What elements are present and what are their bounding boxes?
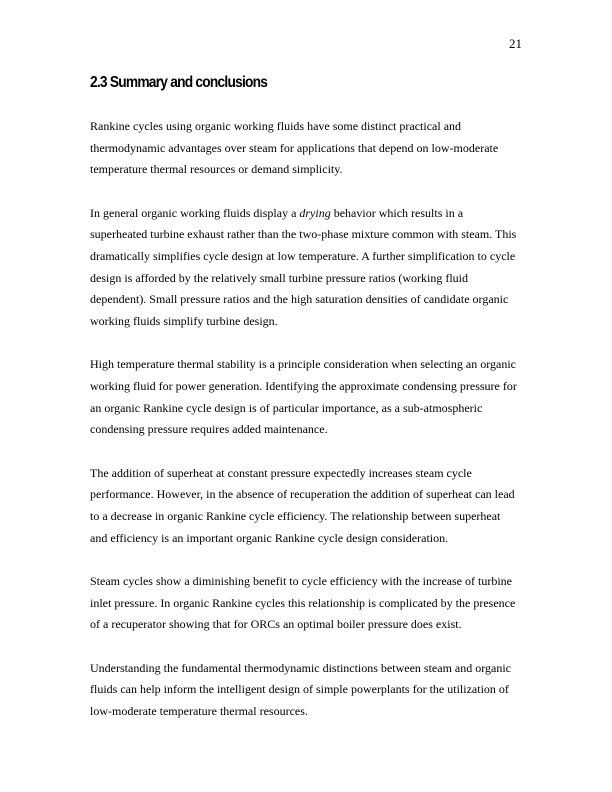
text-line: superheated turbine exhaust rather than the two-phase mixture common with steam. This: [90, 227, 517, 242]
text-line: working fluids simplify turbine design.: [90, 313, 278, 328]
emphasized-term: drying: [299, 205, 331, 220]
text-segment: behavior which results in a: [330, 205, 464, 220]
paragraph-conclusion: [90, 658, 530, 723]
paragraph-superheat: [90, 463, 530, 549]
text-line: an organic Rankine cycle design is of particular importance, as a sub-atmospheric: [90, 400, 483, 415]
text-line: working fluid for power generation. Identifying the approximate condensing pressure for: [90, 378, 517, 393]
text-line: [90, 203, 530, 225]
paragraph-thermal-stability: [90, 354, 530, 440]
text-line: to a decrease in organic Rankine cycle efficiency. The relationship between superheat: [90, 508, 501, 523]
text-line: of a recuperator showing that for ORCs an optimal boiler pressure does exist.: [90, 617, 462, 632]
paragraph-intro: [90, 116, 530, 181]
text-line: High temperature thermal stability is a principle consideration when selecting an organic: [90, 357, 516, 372]
section-heading: 2.3 Summary and conclusions: [90, 74, 268, 91]
text-line: performance. However, in the absence of recuperation the addition of superheat can lead: [90, 487, 515, 502]
text-line: design is afforded by the relatively small turbine pressure ratios (working fluid: [90, 270, 469, 285]
paragraph-inlet-pressure: [90, 571, 530, 636]
paragraph-drying-behavior: [90, 203, 530, 333]
text-line: thermodynamic advantages over steam for applications that depend on low-moderate: [90, 140, 499, 155]
body-text: [90, 116, 530, 745]
text-line: dramatically simplifies cycle design at low temperature. A further simplification to cycle: [90, 248, 516, 263]
text-line: condensing pressure requires added maintenance.: [90, 422, 328, 437]
text-segment: In general organic working fluids display a: [90, 205, 300, 220]
text-line: inlet pressure. In organic Rankine cycles this relationship is complicated by the presence: [90, 595, 516, 610]
text-line: low-moderate temperature thermal resources.: [90, 704, 308, 719]
text-line: Steam cycles show a diminishing benefit to cycle efficiency with the increase of turbine: [90, 574, 512, 589]
text-line: and efficiency is an important organic Rankine cycle design consideration.: [90, 530, 449, 545]
text-line: Rankine cycles using organic working fluids have some distinct practical and: [90, 119, 462, 133]
text-line: temperature thermal resources or demand simplicity.: [90, 162, 343, 177]
text-line: dependent). Small pressure ratios and the high saturation densities of candidate organic: [90, 292, 509, 307]
text-line: fluids can help inform the intelligent design of simple powerplants for the utilization of: [90, 682, 509, 697]
text-line: The addition of superheat at constant pressure expectedly increases steam cycle: [90, 465, 472, 480]
text-line: Understanding the fundamental thermodynamic distinctions between steam and organic: [90, 660, 511, 675]
page-number: 21: [509, 36, 522, 51]
